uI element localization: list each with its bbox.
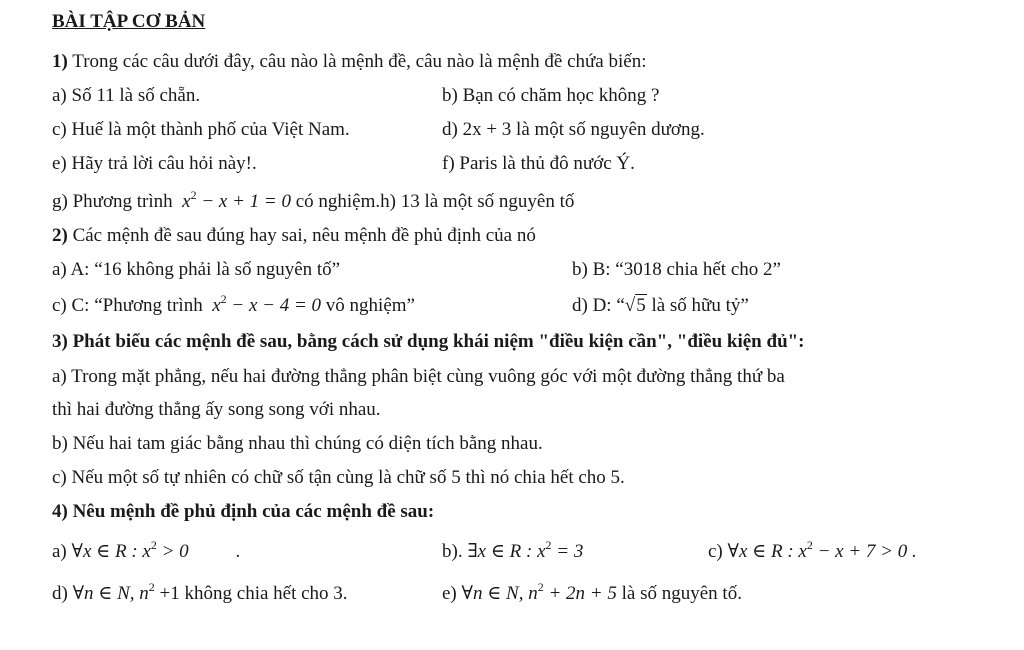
q4-e-math-post: + 2n + 5: [543, 583, 617, 604]
q4-d-label: d): [52, 583, 68, 604]
q4-a-label: a): [52, 541, 67, 562]
q1-g-prefix: g) Phương trình: [52, 191, 173, 212]
q2-item-b: b) B: “3018 chia hết cho 2”: [572, 259, 781, 280]
q1-g-math-rest: − x + 1 = 0: [196, 191, 291, 212]
q4-c-math-post: − x + 7 > 0 .: [812, 541, 917, 562]
q4-b-label: b).: [442, 541, 463, 562]
q4-item-c: [708, 540, 917, 564]
q3-item-b: b) Nếu hai tam giác bằng nhau thì chúng có diện tích bằng nhau.: [52, 433, 543, 454]
q1-g-math-x: x: [182, 191, 191, 212]
q2-c-math-exp: 2: [220, 292, 227, 306]
q4-b-math-exp: 2: [545, 538, 552, 552]
q2-d-suffix: là số hữu tỷ”: [646, 295, 749, 316]
q2-item-a: a) A: “16 không phải là số nguyên tố”: [52, 259, 341, 280]
q4-item-e: [442, 582, 742, 606]
q2-number: 2): [52, 225, 68, 246]
q4-e-math-pre: ∀n ∈ N, n: [461, 583, 538, 604]
q4-e-text: là số nguyên tố.: [616, 583, 742, 604]
q4-e-math-exp: 2: [537, 580, 544, 594]
document-title: BÀI TẬP CƠ BẢN: [52, 11, 206, 32]
q4-d-text: không chia hết cho 3.: [179, 583, 348, 604]
q1-prompt-line: [52, 50, 646, 74]
q1-item-d: d) 2x + 3 là một số nguyên dương.: [442, 119, 705, 140]
q1-item-f: f) Paris là thủ đô nước Ý.: [442, 153, 635, 174]
q4-d-math-pre: ∀n ∈ N, n: [72, 583, 149, 604]
q3-item-a-line1: a) Trong mặt phẳng, nếu hai đường thẳng phân biệt cùng vuông góc với một đường thẳng thứ ba: [52, 366, 785, 387]
q4-item-d: [52, 582, 348, 606]
q3-item-a-line2: thì hai đường thẳng ấy song song với nhau.: [52, 399, 381, 420]
q2-c-math-x: x: [212, 295, 221, 316]
q4-e-label: e): [442, 583, 457, 604]
q3-prompt: 3) Phát biểu các mệnh đề sau, bằng cách sử dụng khái niệm "điều kiện cần", "điều kiện đủ":: [52, 331, 805, 352]
q4-a-dot: .: [235, 541, 241, 562]
q1-item-g: [52, 190, 574, 214]
q4-item-a: [52, 540, 240, 564]
q4-c-math-pre: ∀x ∈ R : x: [727, 541, 807, 562]
q4-b-math-post: = 3: [551, 541, 584, 562]
q3-item-c: c) Nếu một số tự nhiên có chữ số tận cùng là chữ số 5 thì nó chia hết cho 5.: [52, 467, 625, 488]
q1-prompt: Trong các câu dưới đây, câu nào là mệnh đề, câu nào là mệnh đề chứa biến:: [72, 51, 647, 72]
q4-a-math-exp: 2: [150, 538, 157, 552]
q1-g-math-exp: 2: [190, 188, 197, 202]
q2-prompt-line: [52, 224, 536, 248]
q4-item-b: [442, 540, 583, 564]
q4-prompt: 4) Nêu mệnh đề phủ định của các mệnh đề sau:: [52, 501, 435, 522]
sqrt-symbol: √5: [624, 295, 646, 316]
q1-item-a: a) Số 11 là số chẵn.: [52, 85, 201, 106]
q4-a-math-post: > 0: [156, 541, 189, 562]
q2-c-math-rest: − x − 4 = 0: [226, 295, 322, 316]
q4-d-math-exp: 2: [148, 580, 155, 594]
q2-c-prefix: c) C: “Phương trình: [52, 295, 203, 316]
q4-c-label: c): [708, 541, 723, 562]
q4-a-math-pre: ∀x ∈ R : x: [71, 541, 151, 562]
q4-d-math-post: +1: [154, 583, 180, 604]
q2-d-prefix: d) D: “: [572, 295, 625, 316]
q1-item-c: c) Huế là một thành phố của Việt Nam.: [52, 119, 350, 140]
q2-prompt: Các mệnh đề sau đúng hay sai, nêu mệnh đề phủ định của nó: [72, 225, 536, 246]
q1-item-e: e) Hãy trả lời câu hỏi này!.: [52, 153, 257, 174]
q4-b-math-pre: ∃x ∈ R : x: [467, 541, 546, 562]
q1-g-suffix: có nghiệm.h) 13 là một số nguyên tố: [290, 191, 575, 212]
q2-item-d: [572, 294, 749, 318]
q1-item-b: b) Bạn có chăm học không ?: [442, 85, 660, 106]
q4-c-math-exp: 2: [806, 538, 813, 552]
q1-number: 1): [52, 51, 68, 72]
q2-item-c: [52, 294, 415, 318]
q2-c-suffix: vô nghiệm”: [321, 295, 415, 316]
